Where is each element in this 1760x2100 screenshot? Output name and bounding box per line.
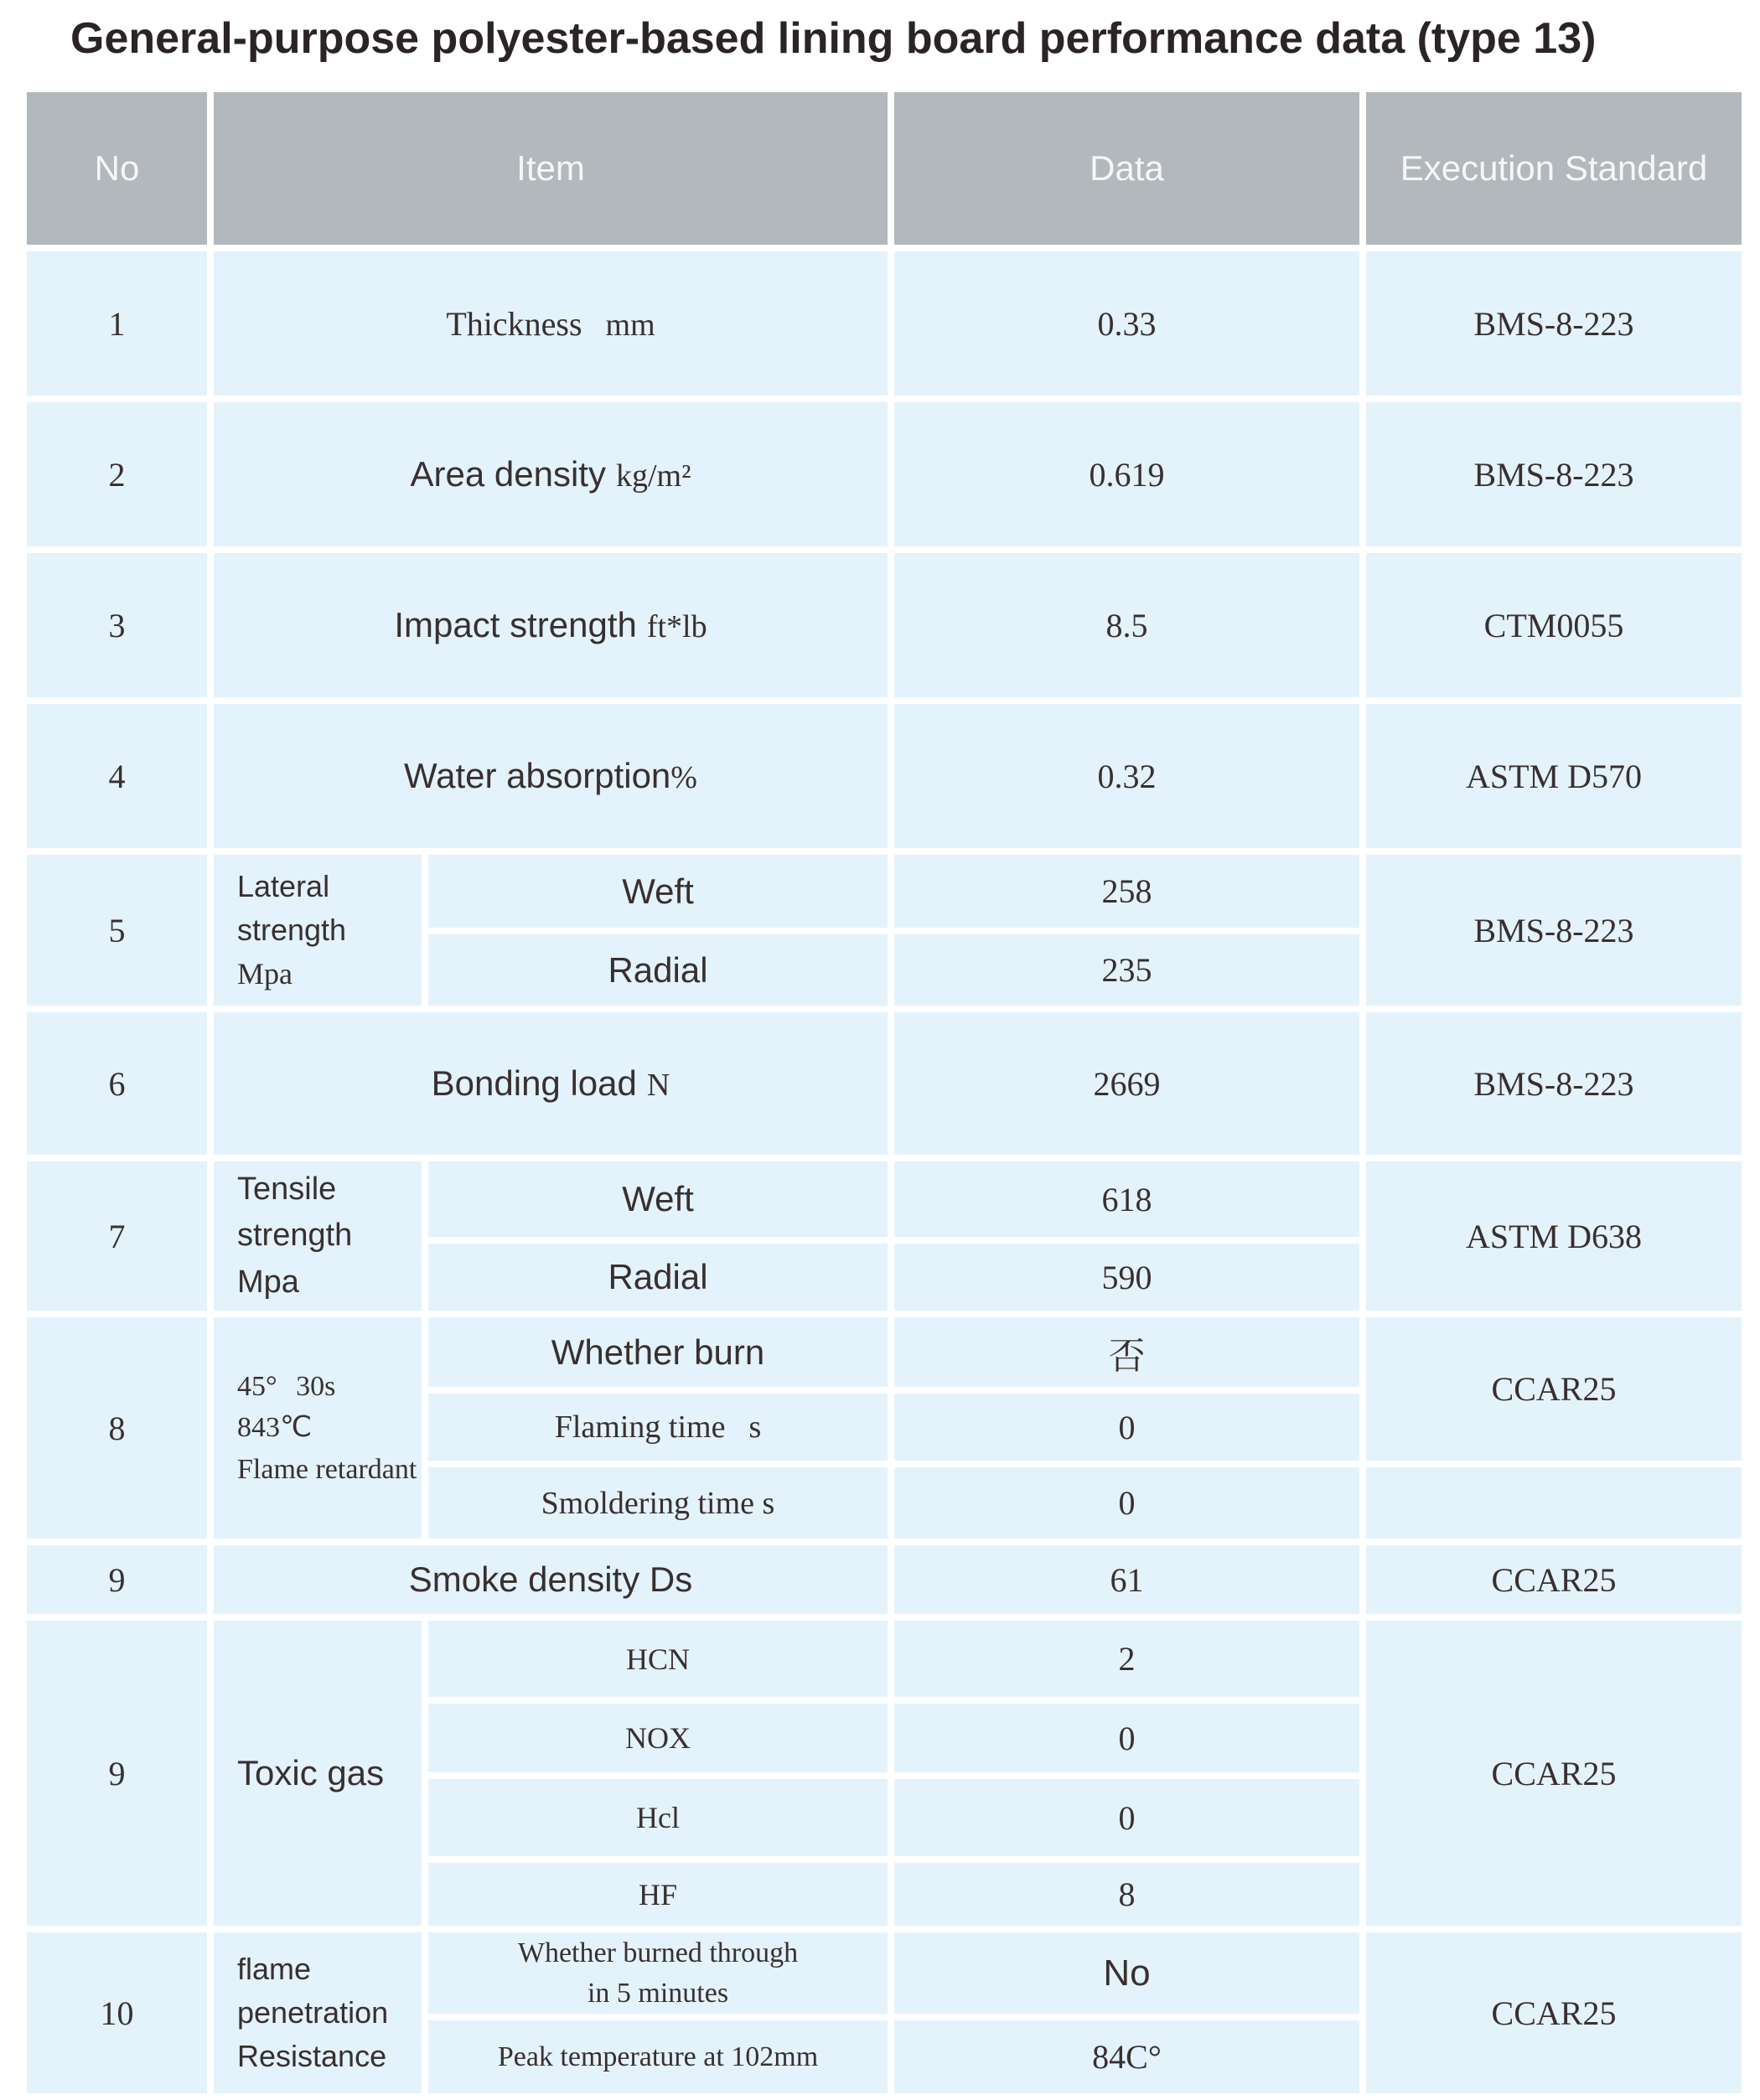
row8-no: 8: [27, 1317, 207, 1539]
row9toxic-hcn-data: 2: [894, 1621, 1359, 1697]
row8-sub-whether-burn: Whether burn: [428, 1317, 888, 1387]
row9toxic-sub-hf: HF: [428, 1863, 888, 1926]
row6-data: 2669: [894, 1012, 1359, 1155]
row4-item-name: Water absorption: [404, 756, 671, 795]
row5-label-line2: Mpa: [237, 957, 292, 991]
header-item: Item: [214, 92, 888, 245]
row2-standard: BMS-8-223: [1366, 402, 1742, 546]
table-row: [27, 1621, 1742, 1697]
row10-burned-through-line1: Whether burned through: [517, 1937, 799, 1968]
row9toxic-sub-nox: NOX: [428, 1704, 888, 1772]
row3-standard: CTM0055: [1366, 553, 1742, 697]
row7-item-label: [214, 1161, 422, 1311]
row7-label-line1: Tensile strength: [237, 1172, 353, 1254]
row7-standard: ASTM D638: [1366, 1161, 1742, 1311]
row10-no: 10: [27, 1932, 207, 2093]
table-row: [27, 1932, 1742, 2014]
row1-item: [214, 251, 888, 396]
table-row: [27, 1012, 1742, 1155]
row1-no: 1: [27, 251, 207, 396]
row7-weft-data: 618: [894, 1161, 1359, 1237]
row5-sub-radial: Radial: [428, 934, 888, 1006]
row8-item-label: [214, 1317, 422, 1539]
row8-label-line1: 45° 30s 843℃: [237, 1371, 336, 1444]
table-row: [27, 251, 1742, 396]
row9toxic-item-label: Toxic gas: [214, 1621, 422, 1926]
row7-no: 7: [27, 1161, 207, 1311]
row3-item-name: Impact strength: [394, 605, 637, 644]
row5-weft-data: 258: [894, 855, 1359, 928]
table-row: [27, 553, 1742, 697]
row4-data: 0.32: [894, 704, 1359, 848]
row8-standard: CCAR25: [1366, 1317, 1742, 1461]
row2-item: [214, 402, 888, 546]
row10-standard: CCAR25: [1366, 1932, 1742, 2093]
row5-radial-data: 235: [894, 934, 1359, 1006]
row2-data: 0.619: [894, 402, 1359, 546]
row10-item-label: [214, 1932, 422, 2093]
row9toxic-hf-data: 8: [894, 1863, 1359, 1926]
row2-no: 2: [27, 402, 207, 546]
performance-table: [20, 85, 1748, 2100]
row6-item: [214, 1012, 888, 1155]
row4-item-unit: %: [670, 760, 697, 795]
row9toxic-sub-hcn: HCN: [428, 1621, 888, 1697]
row8-flaming-time-label: Flaming time: [554, 1409, 726, 1445]
row8-label-line2: Flame retardant: [237, 1453, 417, 1485]
row6-item-unit: N: [646, 1068, 670, 1103]
header-data: Data: [894, 92, 1359, 245]
row8-smoldering-time-data: 0: [894, 1467, 1359, 1539]
row1-item-unit: mm: [605, 307, 655, 343]
row3-no: 3: [27, 553, 207, 697]
row2-item-unit: kg/m²: [615, 458, 691, 494]
row9smoke-standard: CCAR25: [1366, 1545, 1742, 1614]
row9toxic-sub-hcl: Hcl: [428, 1779, 888, 1856]
row10-label-line1: flame penetration: [237, 1951, 389, 2030]
page-title: General-purpose polyester-based lining board performance data (type 13): [70, 14, 1597, 63]
table-row: [27, 704, 1742, 848]
row5-no: 5: [27, 855, 207, 1006]
row3-data: 8.5: [894, 553, 1359, 697]
header-standard: Execution Standard: [1366, 92, 1742, 245]
row10-peak-temperature-data: 84C°: [894, 2020, 1359, 2093]
row4-item: [214, 704, 888, 848]
row7-label-line2: Mpa: [237, 1264, 299, 1300]
row5-label-line1: Lateral strength: [237, 868, 347, 947]
table-row: [27, 1317, 1742, 1387]
row8-flaming-time-unit: s: [748, 1409, 762, 1445]
row10-label-line2: Resistance: [237, 2039, 387, 2074]
table-header-row: [27, 92, 1742, 245]
row7-radial-data: 590: [894, 1244, 1359, 1311]
row9smoke-item: Smoke density Ds: [214, 1545, 888, 1614]
row8-flaming-time-data: 0: [894, 1394, 1359, 1461]
row5-item-label: [214, 855, 422, 1006]
table-row: [27, 1161, 1742, 1237]
row7-sub-radial: Radial: [428, 1244, 888, 1311]
row6-standard: BMS-8-223: [1366, 1012, 1742, 1155]
row4-standard: ASTM D570: [1366, 704, 1742, 848]
table-row: [27, 855, 1742, 928]
row8-standard-empty-cell: [1366, 1467, 1742, 1539]
row1-standard: BMS-8-223: [1366, 251, 1742, 396]
row6-item-name: Bonding load: [431, 1063, 637, 1103]
row9smoke-no: 9: [27, 1545, 207, 1614]
row9toxic-standard: CCAR25: [1366, 1621, 1742, 1926]
row6-no: 6: [27, 1012, 207, 1155]
row9toxic-no: 9: [27, 1621, 207, 1926]
row4-no: 4: [27, 704, 207, 848]
row8-sub-flaming-time: [428, 1394, 888, 1461]
row7-sub-weft: Weft: [428, 1161, 888, 1237]
row3-item: [214, 553, 888, 697]
table-row: [27, 402, 1742, 546]
row5-standard: BMS-8-223: [1366, 855, 1742, 1006]
table-row: [27, 1545, 1742, 1614]
header-no: No: [27, 92, 207, 245]
row3-item-unit: ft*lb: [646, 609, 707, 644]
row2-item-name: Area density: [410, 454, 606, 494]
row1-item-name: Thickness: [446, 304, 582, 343]
row10-sub-peak-temperature: Peak temperature at 102mm: [428, 2020, 888, 2093]
row10-sub-burned-through: [428, 1932, 888, 2014]
row1-data: 0.33: [894, 251, 1359, 396]
row9toxic-hcl-data: 0: [894, 1779, 1359, 1856]
row8-sub-smoldering-time: Smoldering time s: [428, 1467, 888, 1539]
row8-whether-burn-data: 否: [894, 1317, 1359, 1387]
row9toxic-nox-data: 0: [894, 1704, 1359, 1772]
row10-burned-through-line2: in 5 minutes: [587, 1977, 729, 2009]
row5-sub-weft: Weft: [428, 855, 888, 928]
row10-burned-through-data: No: [894, 1932, 1359, 2014]
row9smoke-data: 61: [894, 1545, 1359, 1614]
